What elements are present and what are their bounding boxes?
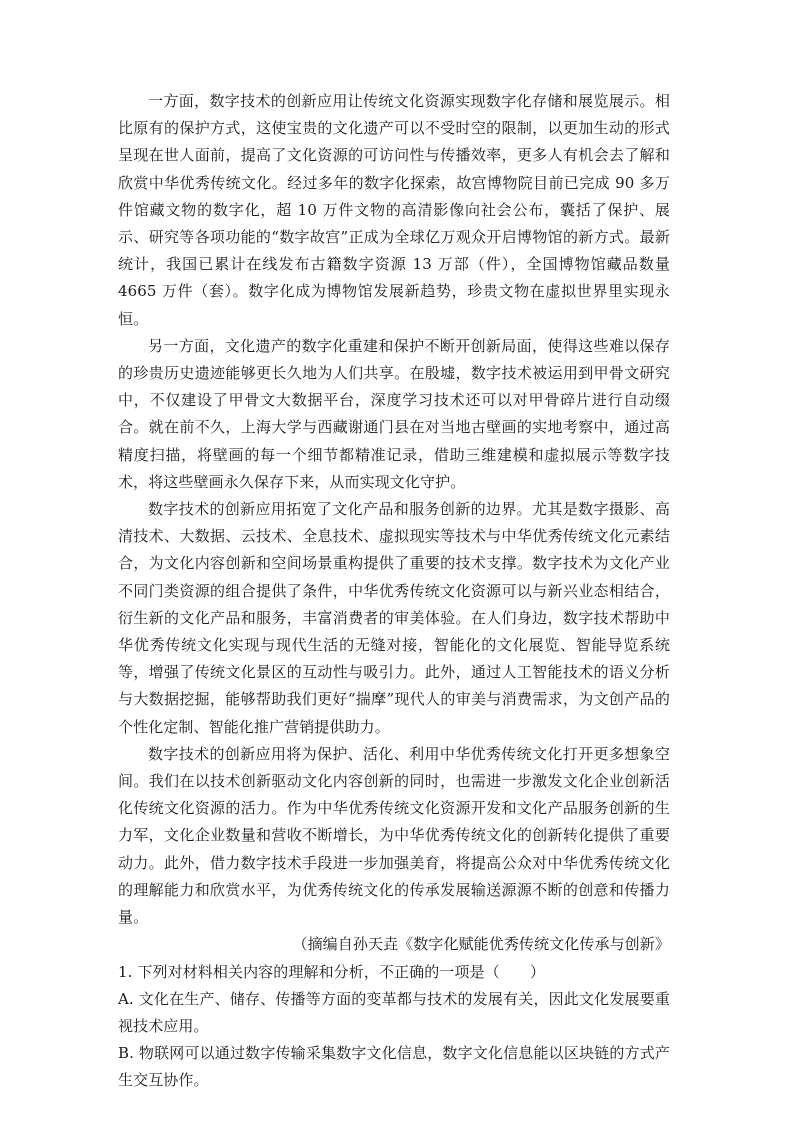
article-paragraph-4: 数字技术的创新应用将为保护、活化、利用中华优秀传统文化打开更多想象空间。我们在以技术创新驱动文化内容创新的同时，也需进一步激发文化企业创新活化传统文化资源的活力。作为中华优秀传统文化资源开发和文化产品服务创新的生力军，文化企业数量和营收不断增长，为中华优秀传统文化的创新转化提供了重要动力。此外，借力数字技术手段进一步加强美育，将提高公众对中华优秀传统文化的理解能力和欣赏水平，为优秀传统文化的传承发展输送源源不断的创意和传播力量。	[118, 744, 670, 927]
article-paragraph-3: 数字技术的创新应用拓宽了文化产品和服务创新的边界。尤其是数字摄影、高清技术、大数据、云技术、全息技术、虚拟现实等技术与中华优秀传统文化元素结合，为文化内容创新和空间场景重构提供了重要的技术支撑。数字技术为文化产业不同门类资源的组合提供了条件，中华优秀传统文化资源可以与新兴业态相结合，衍生新的文化产品和服务，丰富消费者的审美体验。在人们身边，数字技术帮助中华优秀传统文化实现与现代生活的无缝对接，智能化的文化展览、智能导览系统等，增强了传统文化景区的互动性与吸引力。此外，通过人工智能技术的语义分析与大数据挖掘，能够帮助我们更好“揣摩”现代人的审美与消费需求，为文创产品的个性化定制、智能化推广营销提供助力。	[118, 500, 670, 736]
document-page	[118, 88, 670, 1095]
question-option-a: A. 文化在生产、储存、传播等方面的变革都与技术的发展有关，因此文化发展要重视技术应用。	[118, 989, 670, 1035]
article-source: （摘编自孙天垚《数字化赋能优秀传统文化传承与创新》	[292, 935, 670, 954]
article-paragraph-2: 另一方面，文化遗产的数字化重建和保护不断开创新局面，使得这些难以保存的珍贵历史遗迹能够更长久地为人们共享。在殷墟，数字技术被运用到甲骨文研究中，不仅建设了甲骨文大数据平台，深度学习技术还可以对甲骨碎片进行自动缀合。就在前不久，上海大学与西藏谢通门县在对当地古壁画的实地考察中，通过高精度扫描，将壁画的每一个细节都精准记录，借助三维建模和虚拟展示等数字技术，将这些壁画永久保存下来，从而实现文化守护。	[118, 336, 670, 491]
question-option-b: B. 物联网可以通过数字传输采集数字文化信息，数字文化信息能以区块链的方式产生交互协作。	[118, 1044, 670, 1090]
article-paragraph-1: 一方面，数字技术的创新应用让传统文化资源实现数字化存储和展览展示。相比原有的保护方式，这使宝贵的文化遗产可以不受时空的限制，以更加生动的形式呈现在世人面前，提高了文化资源的可访问性与传播效率，更多人有机会去了解和欣赏中华优秀传统文化。经过多年的数字化探索，故宫博物院目前已完成 90 多万件馆藏文物的数字化，超 10 万件文物的高清影像向社会公布，囊括了保护、展示、研究等各项功能的“数字故宫”正成为全球亿万观众开启博物馆的新方式。最新统计，我国已累计在线发布古籍数字资源 13 万部（件），全国博物馆藏品数量 4665 万件（套）。数字化成为博物馆发展新趋势，珍贵文物在虚拟世界里实现永恒。	[118, 92, 670, 328]
question-stem: 1. 下列对材料相关内容的理解和分析，不正确的一项是（ ）	[118, 962, 546, 981]
